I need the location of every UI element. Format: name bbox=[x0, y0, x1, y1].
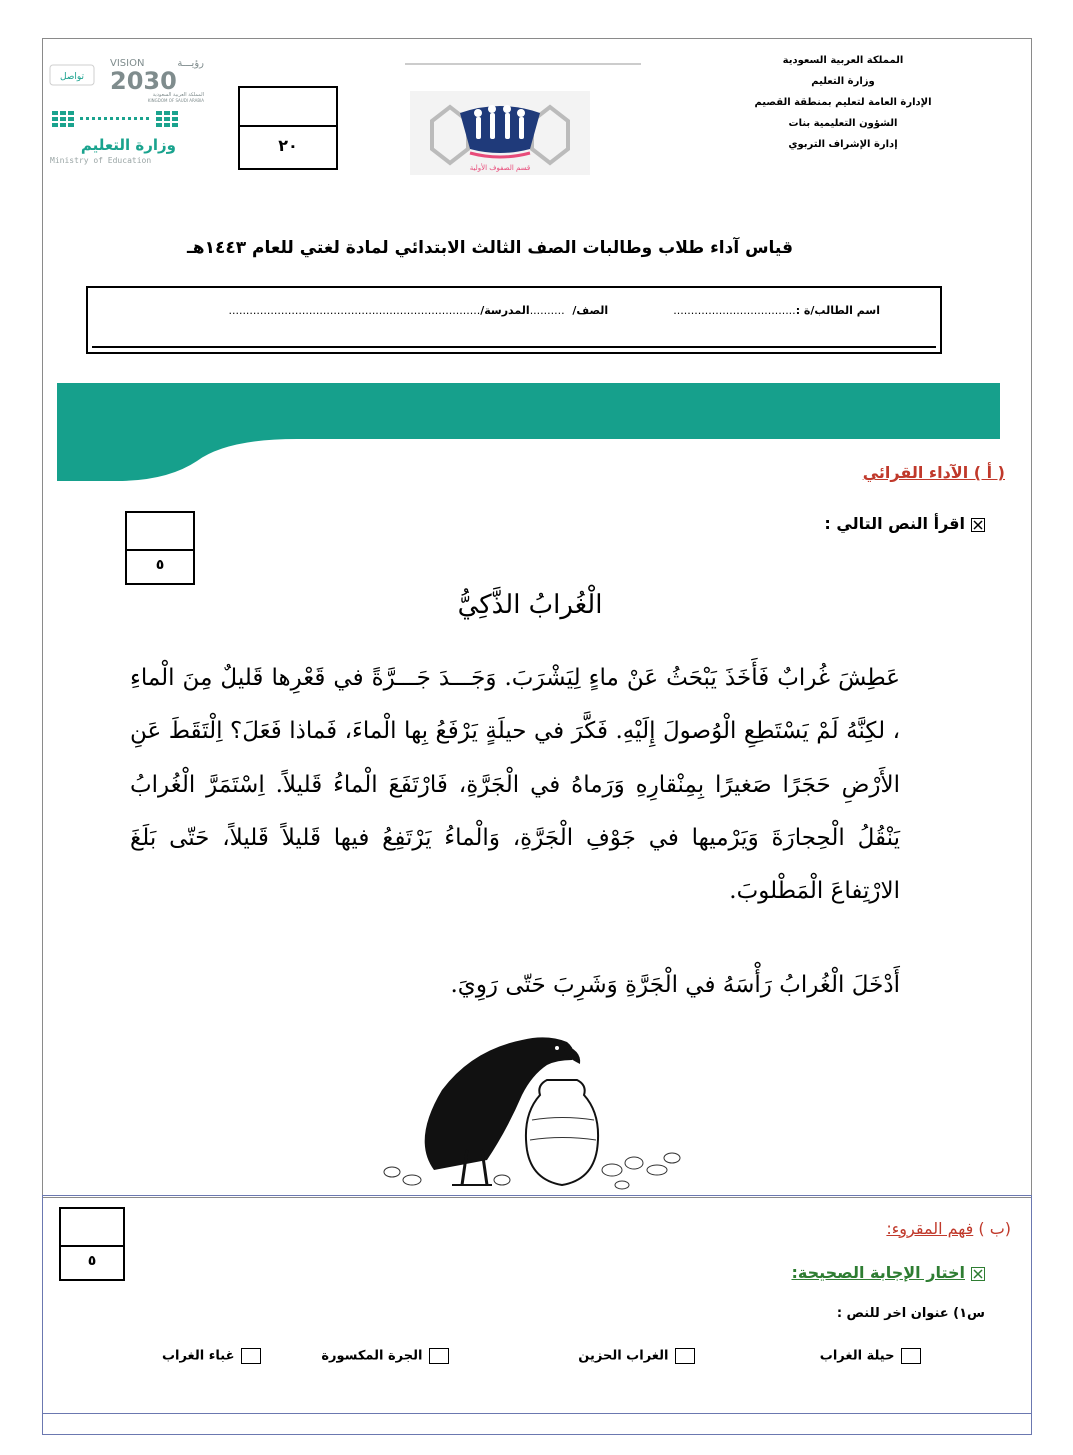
header-line-affairs: الشؤون التعليمية بنات bbox=[788, 118, 898, 129]
svg-text:Ministry of Education: Ministry of Education bbox=[50, 156, 152, 165]
svg-text:VISION: VISION bbox=[110, 58, 145, 69]
question-1: س١) عنوان اخر للنص : bbox=[836, 1306, 985, 1321]
story-title: الْغُرابُ الذَّكِيُّ bbox=[457, 590, 603, 620]
teal-banner bbox=[57, 383, 1000, 481]
option-2-checkbox[interactable] bbox=[675, 1348, 695, 1364]
section-b-instruction bbox=[791, 1263, 985, 1282]
header-line-kingdom: المملكة العربية السعودية bbox=[782, 55, 904, 66]
student-info-box bbox=[86, 286, 942, 354]
dept-logo bbox=[410, 91, 590, 175]
option-4-checkbox[interactable] bbox=[241, 1348, 261, 1364]
bottom-line bbox=[42, 1413, 1032, 1414]
option-3-checkbox[interactable] bbox=[429, 1348, 449, 1364]
option-3[interactable] bbox=[321, 1348, 449, 1364]
section-b-prefix: (ب ) bbox=[978, 1219, 1011, 1238]
story-closing-line: أَدْخَلَ الْغُرابُ رَأْسَهُ في الْجَرَّةِ وَشَرِبَ حَتّى رَوِيَ. bbox=[450, 972, 900, 998]
teal-banner-shape bbox=[57, 383, 1000, 481]
svg-text:KINGDOM OF SAUDI ARABIA: KINGDOM OF SAUDI ARABIA bbox=[147, 98, 204, 103]
section-a-score-value: ٥ bbox=[155, 557, 165, 573]
section-b-score-box bbox=[59, 1207, 125, 1281]
total-score-value: ٢٠ bbox=[278, 136, 298, 155]
option-4-label: غباء الغراب bbox=[161, 1348, 235, 1364]
class-field[interactable]: .......... bbox=[529, 304, 565, 317]
section-b-title-text: فهم المقروء: bbox=[886, 1219, 974, 1238]
section-b-instruction-text: اختار الإجابة الصحيحة: bbox=[791, 1263, 965, 1282]
svg-text:تواصل: تواصل bbox=[59, 72, 85, 82]
total-score-box bbox=[238, 86, 338, 170]
header-line-directorate: الإدارة العامة لتعليم بمنطقة القصيم bbox=[754, 97, 932, 108]
header-line-ministry: وزارة التعليم bbox=[811, 76, 875, 87]
school-label: المدرسة/ bbox=[480, 304, 530, 317]
svg-text:المملكة العربية السعودية: المملكة العربية السعودية bbox=[152, 92, 204, 98]
svg-text:2030: 2030 bbox=[110, 67, 177, 95]
option-1-label: حيلة الغراب bbox=[819, 1348, 895, 1364]
student-info-line bbox=[228, 304, 880, 317]
dept-logo-icon bbox=[410, 91, 590, 175]
checked-box-icon bbox=[971, 1267, 985, 1281]
option-2-label: الغراب الحزين bbox=[578, 1348, 669, 1364]
section-a-instruction-text: اقرأ النص التالي : bbox=[824, 514, 965, 533]
svg-text:وزارة التعليم: وزارة التعليم bbox=[80, 136, 176, 154]
svg-text:قسم الصفوف الأولية: قسم الصفوف الأولية bbox=[469, 164, 531, 172]
page-title: قياس آداء طلاب وطالبات الصف الثالث الابتدائي لمادة لغتي للعام ١٤٤٣هـ bbox=[186, 238, 793, 258]
option-2[interactable] bbox=[578, 1348, 695, 1364]
vision-2030-icon bbox=[48, 55, 208, 167]
class-label: الصف/ bbox=[572, 304, 609, 317]
story-paragraph: عَطِشَ غُرابٌ فَأَخَذَ يَبْحَثُ عَنْ ماءٍ لِيَشْرَبَ. وَجَـــدَ جَـــرَّةً في قَعْرِها قَليلٌ مِنَ الْماءِ ، لكِنَّهُ لَمْ يَسْتَطِعِ الْوُصولَ إِلَيْهِ. فَكَّرَ في حيلَةٍ يَرْفَعُ بِها الْماءَ، فَماذا فَعَلَ؟ اِلْتَقَطَ عَنِ الأَرْضِ حَجَرًا صَغيرًا بِمِنْقارِهِ وَرَماهُ في الْجَرَّةِ، فَارْتَفَعَ الْماءُ قَليلاً. اِسْتَمَرَّ الْغُرابُ يَنْقُلُ الْحِجارَةَ وَيَرْميها في جَوْفِ الْجَرَّةِ، وَالْماءُ يَرْتَفِعُ فيها قَليلاً قَليلاً، حَتّى بَلَغَ الارْتِفاعَ الْمَطْلوبَ. bbox=[130, 665, 900, 905]
option-1[interactable] bbox=[820, 1348, 921, 1364]
school-field[interactable]: ........................................................................ bbox=[228, 304, 481, 317]
section-b-score-value: ٥ bbox=[87, 1253, 97, 1269]
crow-jar-illustration bbox=[372, 1020, 702, 1195]
header-line-supervision: إدارة الإشراف التربوي bbox=[788, 139, 898, 150]
section-a-instruction bbox=[824, 514, 985, 533]
section-a-score-box bbox=[125, 511, 195, 585]
ministry-header bbox=[723, 50, 963, 155]
option-4[interactable] bbox=[162, 1348, 261, 1364]
crow-jar-icon bbox=[372, 1020, 702, 1195]
option-3-label: الجرة المكسورة bbox=[321, 1348, 423, 1364]
name-label: اسم الطالب/ة : bbox=[795, 304, 880, 317]
name-field[interactable]: ................................... bbox=[673, 304, 796, 317]
svg-text:رؤيـــة: رؤيـــة bbox=[177, 58, 204, 69]
vision-2030-logo bbox=[48, 55, 208, 167]
option-1-checkbox[interactable] bbox=[901, 1348, 921, 1364]
section-a-title: ( أ ) الآداء القرائي bbox=[862, 463, 1005, 482]
checked-box-icon bbox=[971, 518, 985, 532]
section-b-title bbox=[886, 1219, 1011, 1238]
